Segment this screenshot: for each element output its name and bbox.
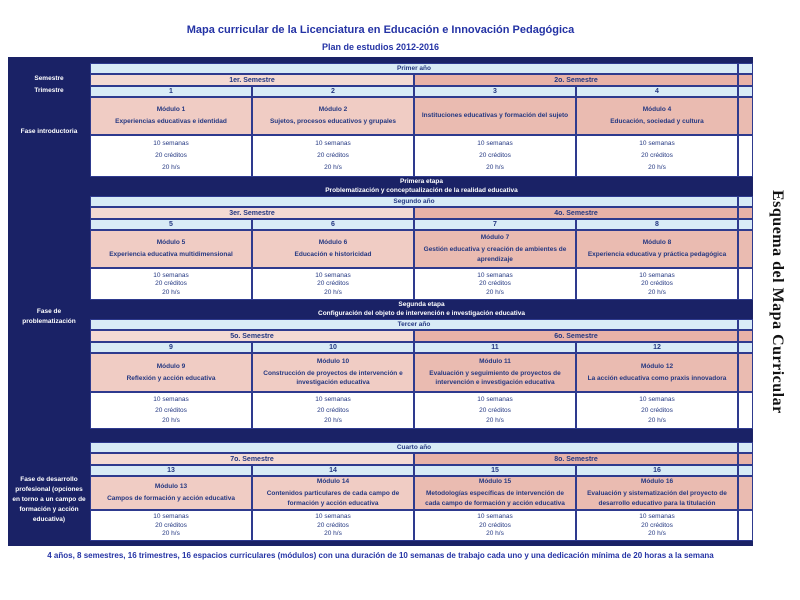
- stage-title: Segunda etapa: [398, 300, 445, 308]
- module-cell: [90, 230, 252, 268]
- module-cell: [576, 230, 738, 268]
- page-subtitle: Plan de estudios 2012-2016: [321, 42, 440, 52]
- module-cell: [414, 476, 576, 510]
- stat-line: 10 semanas: [153, 271, 189, 279]
- module-cell: [414, 97, 576, 135]
- stage-subtitle: Configuración del objeto de intervención e investigación educativa: [318, 310, 525, 317]
- strip-cell: [738, 453, 753, 465]
- module-cell: [252, 230, 414, 268]
- stat-line: 20 h/s: [162, 164, 180, 172]
- stats-cell: [252, 392, 414, 429]
- stat-line: 20 h/s: [162, 417, 180, 425]
- phase-label-desarrollo: Fase de desarrollo profesional (opciones en torno a un campo de formación y acción educativa): [12, 476, 86, 524]
- stat-line: 20 créditos: [317, 280, 349, 288]
- module-cell: [576, 97, 738, 135]
- trimester-cell: 14: [252, 465, 414, 476]
- module-title: Campos de formación y acción educativa: [107, 495, 235, 502]
- year-band: Primer año: [90, 63, 738, 74]
- stat-line: 20 créditos: [479, 152, 511, 160]
- stats-cell: [90, 510, 252, 541]
- module-title: Contenidos particulares de cada campo de formación y acción educativa: [266, 490, 400, 507]
- stats-cell: [252, 135, 414, 177]
- stat-line: 20 créditos: [155, 406, 187, 414]
- stat-line: 20 créditos: [155, 280, 187, 288]
- phase-label-introductoria: Fase introductoria: [20, 128, 78, 135]
- trimester-cell: 9: [90, 342, 252, 353]
- module-label: Módulo 8: [642, 239, 672, 247]
- module-title: Evaluación y sistematización del proyecto de desarrollo educativo para la titulación: [587, 490, 727, 507]
- module-label: Módulo 15: [478, 478, 512, 486]
- module-label: Módulo 14: [316, 478, 350, 486]
- stage-title: Primera etapa: [400, 177, 443, 185]
- module-title: La acción educativa como praxis innovadora: [587, 374, 727, 382]
- trimester-cell: 15: [414, 465, 576, 476]
- strip-cell: [738, 135, 753, 177]
- trimester-cell: 10: [252, 342, 414, 353]
- trimester-cell: 3: [414, 86, 576, 97]
- stat-line: 10 semanas: [477, 140, 513, 148]
- stat-line: 20 créditos: [317, 521, 349, 529]
- module-cell: [576, 476, 738, 510]
- stat-line: 20 h/s: [324, 530, 342, 538]
- year-row: [90, 196, 753, 207]
- stats-row: [90, 268, 753, 300]
- strip-cell: [738, 207, 753, 219]
- stat-line: 20 créditos: [317, 406, 349, 414]
- year-row: [90, 442, 753, 453]
- strip-cell: [738, 63, 753, 74]
- module-title: Experiencia educativa multidimensional: [109, 251, 233, 258]
- trimester-row: [90, 342, 753, 353]
- module-title: Educación e historicidad: [294, 251, 372, 258]
- strip-cell: [738, 392, 753, 429]
- stats-cell: [414, 510, 576, 541]
- trimester-cell: 7: [414, 219, 576, 230]
- module-cell: [90, 97, 252, 135]
- stat-line: 20 h/s: [486, 530, 504, 538]
- stat-line: 20 h/s: [486, 417, 504, 425]
- strip-cell: [738, 97, 753, 135]
- row-label-trimestre: Trimestre: [34, 87, 64, 94]
- module-row: [90, 97, 753, 135]
- trimester-row: [90, 219, 753, 230]
- stat-line: 10 semanas: [153, 513, 189, 521]
- stat-line: 10 semanas: [639, 396, 675, 404]
- module-title: Instituciones educativas y formación del sujeto: [421, 112, 569, 120]
- stat-line: 20 h/s: [648, 164, 666, 172]
- stat-line: 10 semanas: [639, 513, 675, 521]
- stat-line: 20 créditos: [479, 521, 511, 529]
- semester-cell: 6o. Semestre: [414, 330, 738, 342]
- stat-line: 20 h/s: [486, 288, 504, 296]
- stat-line: 20 créditos: [155, 521, 187, 529]
- trimester-cell: 16: [576, 465, 738, 476]
- footer-note: 4 años, 8 semestres, 16 trimestres, 16 espacios curriculares (módulos) con una duración de 10 semanas de trabajo cada uno y una dedicación mínima de 20 horas a la semana: [47, 551, 714, 560]
- year-section: [90, 319, 753, 429]
- trimester-cell: 5: [90, 219, 252, 230]
- strip-cell: [738, 510, 753, 541]
- module-row: [90, 230, 753, 268]
- stat-line: 10 semanas: [315, 140, 351, 148]
- module-cell: [576, 353, 738, 392]
- stats-cell: [576, 135, 738, 177]
- module-label: Módulo 10: [316, 357, 350, 365]
- module-title: Experiencia educativa y práctica pedagógica: [587, 251, 727, 258]
- phase-label-problematizacion: Fase de problematización: [22, 308, 76, 326]
- strip-cell: [738, 442, 753, 453]
- stats-cell: [252, 510, 414, 541]
- semester-cell: 5o. Semestre: [90, 330, 414, 342]
- strip-cell: [738, 342, 753, 353]
- strip-cell: [738, 86, 753, 97]
- stat-line: 20 h/s: [162, 530, 180, 538]
- stats-row: [90, 392, 753, 429]
- module-cell: [252, 97, 414, 135]
- trimester-cell: 12: [576, 342, 738, 353]
- stats-cell: [90, 392, 252, 429]
- semester-cell: 8o. Semestre: [414, 453, 738, 465]
- module-label: Módulo 6: [318, 239, 348, 247]
- stats-row: [90, 510, 753, 541]
- stats-cell: [576, 510, 738, 541]
- semester-cell: 1er. Semestre: [90, 74, 414, 86]
- module-label: Módulo 12: [640, 362, 674, 370]
- module-title: Metodologías específicas de intervención de cada campo de formación y acción educativa: [425, 490, 565, 507]
- semester-cell: 3er. Semestre: [90, 207, 414, 219]
- module-row: [90, 476, 753, 510]
- stat-line: 20 créditos: [641, 406, 673, 414]
- module-label: Módulo 7: [480, 234, 510, 242]
- module-title: Construcción de proyectos de intervención e investigación educativa: [263, 369, 403, 387]
- module-label: Módulo 16: [640, 478, 674, 486]
- stats-cell: [414, 135, 576, 177]
- year-section: [90, 63, 753, 177]
- trimester-row: [90, 86, 753, 97]
- semester-row: [90, 74, 753, 86]
- trimester-cell: 8: [576, 219, 738, 230]
- year-band: Segundo año: [90, 196, 738, 207]
- module-label: Módulo 13: [154, 483, 188, 491]
- module-label: Módulo 9: [156, 362, 186, 370]
- module-title: Reflexión y acción educativa: [126, 374, 216, 382]
- strip-cell: [738, 196, 753, 207]
- trimester-cell: 6: [252, 219, 414, 230]
- curriculum-table: [90, 63, 753, 541]
- stat-line: 20 h/s: [648, 417, 666, 425]
- year-section: [90, 442, 753, 541]
- vertical-title: Esquema del Mapa Curricular: [769, 190, 786, 414]
- stat-line: 20 h/s: [486, 164, 504, 172]
- stat-line: 10 semanas: [477, 513, 513, 521]
- page-title: Mapa curricular de la Licenciatura en Educación e Innovación Pedagógica: [186, 24, 575, 36]
- semester-cell: 2o. Semestre: [414, 74, 738, 86]
- trimester-cell: 13: [90, 465, 252, 476]
- strip-cell: [738, 476, 753, 510]
- stage-divider: [90, 177, 753, 196]
- stat-line: 10 semanas: [315, 396, 351, 404]
- stat-line: 10 semanas: [477, 271, 513, 279]
- module-title: Sujetos, procesos educativos y grupales: [269, 118, 397, 125]
- strip-cell: [738, 230, 753, 268]
- module-label: Módulo 5: [156, 239, 186, 247]
- module-cell: [252, 353, 414, 392]
- stat-line: 20 h/s: [648, 288, 666, 296]
- strip-cell: [738, 74, 753, 86]
- row-label-semestre: Semestre: [34, 75, 64, 82]
- module-label: Módulo 1: [156, 106, 186, 114]
- semester-cell: 4o. Semestre: [414, 207, 738, 219]
- strip-cell: [738, 319, 753, 330]
- stat-line: 20 créditos: [641, 152, 673, 160]
- stats-cell: [90, 268, 252, 300]
- curriculum-panel: [8, 57, 753, 546]
- trimester-cell: 11: [414, 342, 576, 353]
- stat-line: 10 semanas: [153, 396, 189, 404]
- semester-row: [90, 453, 753, 465]
- year-row: [90, 319, 753, 330]
- stat-line: 20 créditos: [155, 152, 187, 160]
- stat-line: 10 semanas: [639, 140, 675, 148]
- stat-line: 20 h/s: [324, 417, 342, 425]
- module-row: [90, 353, 753, 392]
- module-label: Módulo 11: [479, 357, 511, 365]
- module-label: Módulo 2: [318, 106, 348, 114]
- stat-line: 20 h/s: [648, 530, 666, 538]
- module-cell: [90, 353, 252, 392]
- module-title: Gestión educativa y creación de ambientes de aprendizaje: [423, 246, 567, 263]
- trimester-row: [90, 465, 753, 476]
- stat-line: 20 h/s: [324, 288, 342, 296]
- stat-line: 20 h/s: [162, 288, 180, 296]
- trimester-cell: 4: [576, 86, 738, 97]
- trimester-cell: 1: [90, 86, 252, 97]
- strip-cell: [738, 465, 753, 476]
- stat-line: 20 créditos: [641, 521, 673, 529]
- stat-line: 10 semanas: [477, 396, 513, 404]
- year-band: Tercer año: [90, 319, 738, 330]
- module-cell: [252, 476, 414, 510]
- module-cell: [414, 353, 576, 392]
- semester-row: [90, 330, 753, 342]
- year-row: [90, 63, 753, 74]
- module-label: Módulo 4: [642, 106, 672, 114]
- stat-line: 10 semanas: [315, 271, 351, 279]
- strip-cell: [738, 219, 753, 230]
- semester-row: [90, 207, 753, 219]
- strip-cell: [738, 330, 753, 342]
- stats-cell: [252, 268, 414, 300]
- stat-line: 20 créditos: [317, 152, 349, 160]
- stat-line: 10 semanas: [639, 271, 675, 279]
- module-cell: [90, 476, 252, 510]
- stats-cell: [576, 392, 738, 429]
- stats-cell: [576, 268, 738, 300]
- stat-line: 20 créditos: [479, 280, 511, 288]
- stats-cell: [414, 392, 576, 429]
- stat-line: 20 h/s: [324, 164, 342, 172]
- stage-subtitle: Problematización y conceptualización de la realidad educativa: [325, 187, 518, 194]
- stat-line: 20 créditos: [641, 280, 673, 288]
- stage-divider: [90, 300, 753, 319]
- stats-cell: [90, 135, 252, 177]
- strip-cell: [738, 268, 753, 300]
- year-band: Cuarto año: [90, 442, 738, 453]
- stat-line: 20 créditos: [479, 406, 511, 414]
- year-section: [90, 196, 753, 300]
- stat-line: 10 semanas: [315, 513, 351, 521]
- module-title: Educación, sociedad y cultura: [610, 118, 704, 125]
- module-title: Experiencias educativas e identidad: [115, 118, 227, 125]
- stat-line: 10 semanas: [153, 140, 189, 148]
- strip-cell: [738, 353, 753, 392]
- trimester-cell: 2: [252, 86, 414, 97]
- stats-row: [90, 135, 753, 177]
- stats-cell: [414, 268, 576, 300]
- module-cell: [414, 230, 576, 268]
- module-title: Evaluación y seguimiento de proyectos de intervención e investigación educativa: [429, 369, 561, 387]
- semester-cell: 7o. Semestre: [90, 453, 414, 465]
